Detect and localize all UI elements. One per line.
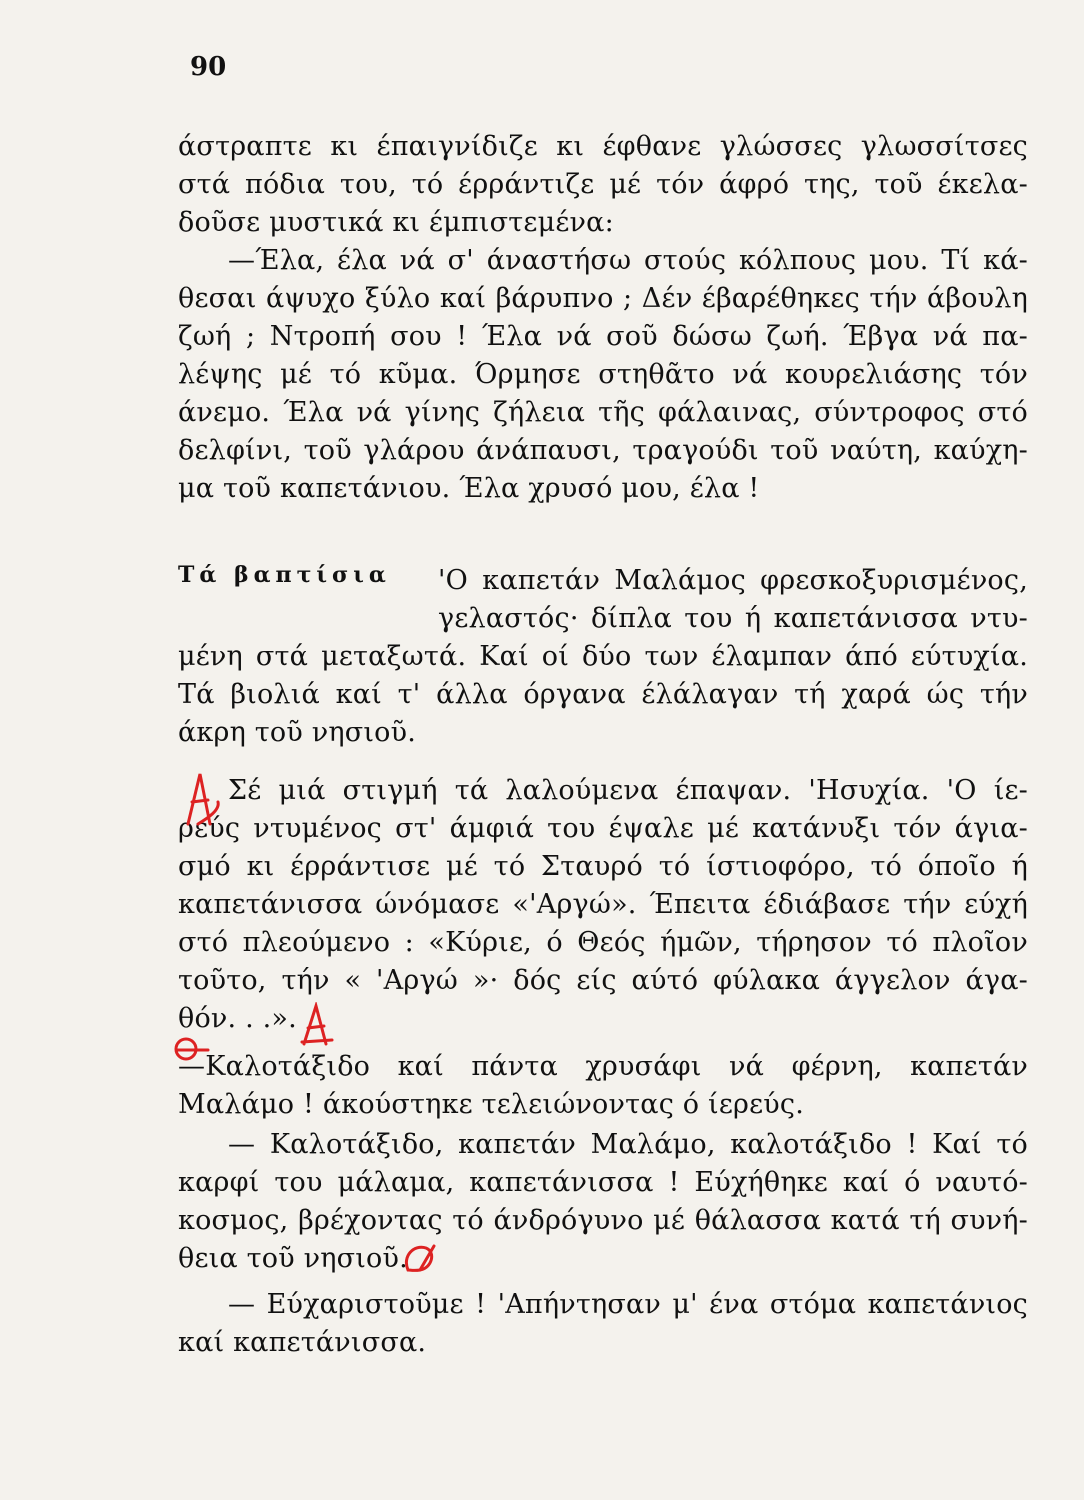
text-line: στό πλεούμενο : «Κύριε, ό Θεός ήμῶν, τήρησον τό πλοῖον — [178, 927, 1028, 958]
text-line: ζωή ; Ντροπή σου ! Έλα νά σοῦ δώσω ζωή. Έβγα νά πα- — [178, 321, 1028, 352]
text-line: τοῦτο, τήν « 'Αργώ »· δός είς αύτό φύλακα άγγελον άγα- — [178, 965, 1028, 996]
annotation-mark-a-icon — [180, 766, 224, 836]
text-line: —Έλα, έλα νά σ' άναστήσω στούς κόλπους μου. Τί κά- — [228, 245, 1028, 276]
text-line: — Καλοτάξιδο, καπετάν Μαλάμο, καλοτάξιδο ! Καί τό — [228, 1129, 1028, 1160]
text-line: καπετάνισσα ώνόμασε «'Αργώ». Έπειτα έδιάβασε τήν εύχή — [178, 889, 1028, 920]
text-line: θεια τοῦ νησιοῦ. — [178, 1243, 408, 1274]
text-line: ρεύς ντυμένος στ' άμφιά του έψαλε μέ κατάνυξι τόν άγια- — [178, 813, 1028, 844]
text-line: καί καπετάνισσα. — [178, 1327, 427, 1358]
text-line: άνεμο. Έλα νά γίνης ζήλεια τῆς φάλαινας, σύντροφος στό — [178, 397, 1028, 428]
paragraph-6 — [178, 1126, 1028, 1278]
paragraph-1 — [178, 128, 1028, 242]
annotation-mark-a-icon — [296, 1002, 340, 1050]
text-line: Μαλάμο ! άκούστηκε τελειώνοντας ό ίερεύς. — [178, 1089, 804, 1120]
text-line: — Εύχαριστοῦμε ! 'Απήντησαν μ' ένα στόμα καπετάνιος — [228, 1289, 1028, 1320]
text-line: σμό κι έρράντισε μέ τό Σταυρό τό ίστιοφόρο, τό όποῖο ή — [178, 851, 1028, 882]
text-line: κοσμος, βρέχοντας τό άνδρόγυνο μέ θάλασσα κατά τή συνή- — [178, 1205, 1028, 1236]
paragraph-5 — [178, 1048, 1028, 1124]
text-line: λέψης μέ τό κῦμα. Όρμησε στηθᾶτο νά κουρελιάσης τόν — [178, 359, 1028, 390]
text-line: θόν. . .». — [178, 1003, 297, 1034]
text-line: στά πόδια του, τό έρράντιζε μέ τόν άφρό της, τοῦ έκελα- — [178, 169, 1028, 200]
paragraph-2 — [178, 242, 1028, 508]
text-line: δελφίνι, τοῦ γλάρου άνάπαυσι, τραγούδι τοῦ ναύτη, καύχη- — [178, 435, 1028, 466]
paragraph-4 — [178, 772, 1028, 1038]
text-line: άστραπτε κι έπαιγνίδιζε κι έφθανε γλώσσες γλωσσίτσες — [178, 131, 1028, 162]
text-line: Σέ μιά στιγμή τά λαλούμενα έπαψαν. 'Ησυχία. 'Ο ίε- — [228, 775, 1028, 806]
paragraph-3 — [178, 638, 1028, 752]
text-line: —Καλοτάξιδο καί πάντα χρυσάφι νά φέρνη, καπετάν — [178, 1051, 1028, 1082]
text-line: μένη στά μεταξωτά. Καί οί δύο των έλαμπαν άπό εύτυχία. — [178, 641, 1028, 672]
text-line: γελαστός· δίπλα του ή καπετάνισσα ντυ- — [438, 603, 1028, 634]
text-line: 'Ο καπετάν Μαλάμος φρεσκοξυρισμένος, — [438, 565, 1028, 596]
text-line: δοῦσε μυστικά κι έμπιστεμένα: — [178, 207, 614, 238]
paragraph-3-head — [438, 562, 1028, 638]
text-line: Τά βιολιά καί τ' άλλα όργανα έλάλαγαν τή χαρά ώς τήν — [178, 679, 1028, 710]
page-number: 90 — [190, 52, 227, 82]
text-line: καρφί του μάλαμα, καπετάνισσα ! Εύχήθηκε καί ό ναυτό- — [178, 1167, 1028, 1198]
paragraph-7 — [178, 1286, 1028, 1362]
section-heading: Τά βαπτίσια — [178, 562, 391, 588]
annotation-circle-icon — [400, 1240, 440, 1280]
text-line: θεσαι άψυχο ξύλο καί βάρυπνο ; Δέν έβαρέθηκες τήν άβουλη — [178, 283, 1028, 314]
text-line: μα τοῦ καπετάνιου. Έλα χρυσό μου, έλα ! — [178, 473, 760, 504]
text-line: άκρη τοῦ νησιοῦ. — [178, 717, 416, 748]
annotation-circle-icon — [172, 1036, 212, 1066]
